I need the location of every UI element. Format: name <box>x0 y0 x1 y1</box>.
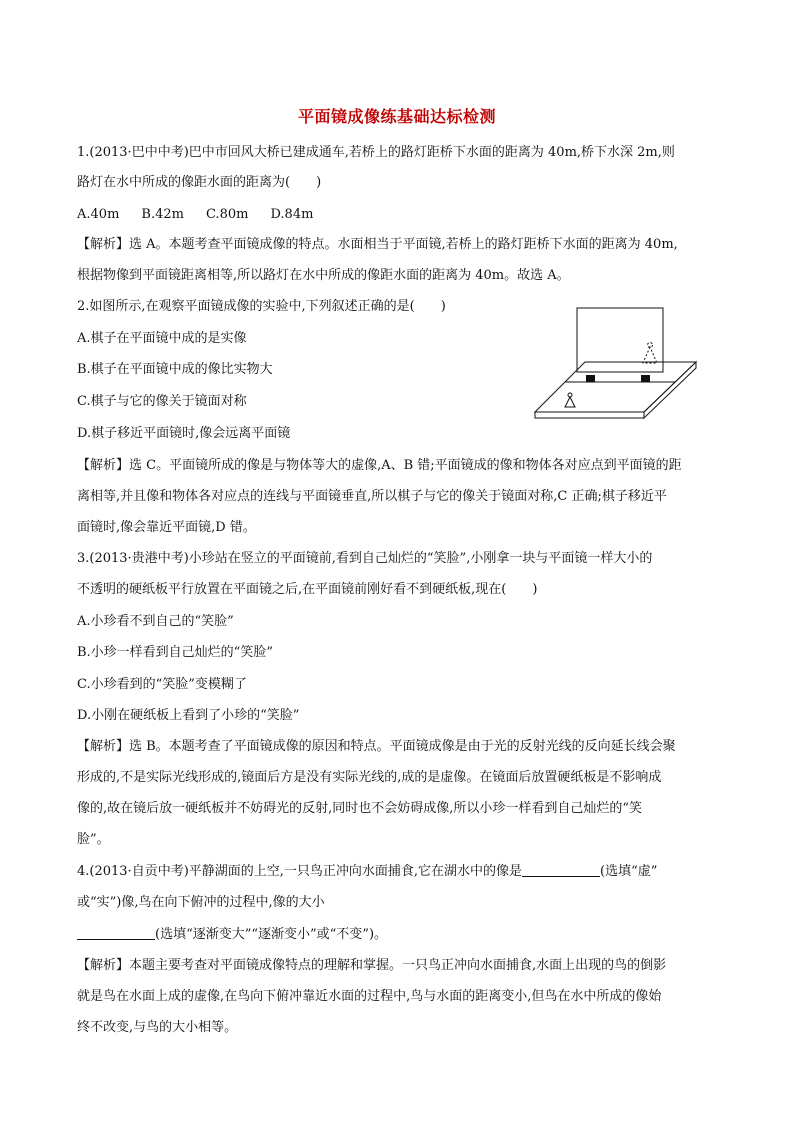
q4-analysis-line-3: 终不改变,与鸟的大小相等。 <box>77 1020 238 1035</box>
q4-stem-part-3: (选填“逐渐变大”“逐渐变小”或“不变”)。 <box>155 927 388 942</box>
q3-analysis-line-1: 【解析】选 B。本题考查了平面镜成像的原因和特点。平面镜成像是由于光的反射光线的反向延长线会聚 <box>77 739 676 754</box>
q4-stem-line-3 <box>77 925 717 945</box>
q3-analysis-line-2: 形成的,不是实际光线形成的,镜面后方是没有实际光线的,成的是虚像。在镜面后放置硬纸板是不影响成 <box>77 770 662 785</box>
mirror-stand-right <box>641 375 650 382</box>
q3-stem-line-1: 3.(2013·贵港中考)小珍站在竖立的平面镜前,看到自己灿烂的“笑脸”,小刚拿一块与平面镜一样大小的 <box>77 551 653 566</box>
q4-stem-line-1 <box>77 862 717 882</box>
chess-piece-image <box>643 347 657 363</box>
q3-analysis-line-3: 像的,故在镜后放一硬纸板并不妨碍光的反射,同时也不会妨碍成像,所以小珍一样看到自己灿烂的“笑 <box>77 801 643 816</box>
q2-option-c: C.棋子与它的像关于镜面对称 <box>77 394 247 409</box>
q2-option-d: D.棋子移近平面镜时,像会远离平面镜 <box>77 426 291 441</box>
page-title: 平面镜成像练基础达标检测 <box>297 107 496 126</box>
q1-analysis-line-1: 【解析】选 A。本题考查平面镜成像的特点。水面相当于平面镜,若桥上的路灯距桥下水面的距离为 40m, <box>77 237 678 252</box>
answer-blank-2[interactable] <box>77 925 155 940</box>
q1-option-a: A.40m <box>77 207 120 222</box>
base-board <box>535 362 696 412</box>
q4-analysis-line-2: 就是鸟在水面上成的虚像,在鸟向下俯冲靠近水面的过程中,鸟与水面的距离变小,但鸟在水中所成的像始 <box>77 989 662 1004</box>
q2-analysis-line-1: 【解析】选 C。平面镜所成的像是与物体等大的虚像,A、B 错;平面镜成的像和物体各对应点到平面镜的距 <box>77 458 682 473</box>
q3-option-c: C.小珍看到的“笑脸”变模糊了 <box>77 677 247 692</box>
q1-option-d: D.84m <box>270 207 314 222</box>
q1-options <box>77 205 717 225</box>
q2-option-a: A.棋子在平面镜中成的是实像 <box>77 331 247 346</box>
q3-option-a: A.小珍看不到自己的“笑脸” <box>77 614 234 629</box>
q4-stem-part-2: (选填“虚” <box>600 864 658 879</box>
q3-analysis-line-4: 脸”。 <box>77 832 110 847</box>
q4-analysis-line-1: 【解析】本题主要考查对平面镜成像特点的理解和掌握。一只鸟正冲向水面捕食,水面上出现的鸟的倒影 <box>77 958 667 973</box>
q2-stem: 2.如图所示,在观察平面镜成像的实验中,下列叙述正确的是( ) <box>77 299 446 314</box>
q3-option-d: D.小刚在硬纸板上看到了小珍的“笑脸” <box>77 708 300 723</box>
chess-piece <box>565 397 575 407</box>
q1-option-b: B.42m <box>141 207 184 222</box>
q4-stem-line-2: 或“实”)像,鸟在向下俯冲的过程中,像的大小 <box>77 895 325 910</box>
q3-option-b: B.小珍一样看到自己灿烂的“笑脸” <box>77 645 273 660</box>
q1-stem-line-2: 路灯在水中所成的像距水面的距离为( ) <box>77 175 322 190</box>
q3-stem-line-2: 不透明的硬纸板平行放置在平面镜之后,在平面镜前刚好看不到硬纸板,现在( ) <box>77 582 538 597</box>
mirror-stand-left <box>586 375 595 382</box>
q1-stem-line-1: 1.(2013·巴中中考)巴中市回风大桥已建成通车,若桥上的路灯距桥下水面的距离为 40m,桥下水深 2m,则 <box>77 145 675 160</box>
q1-analysis-line-2: 根据物像到平面镜距离相等,所以路灯在水中所成的像距水面的距离为 40m。故选 A。 <box>77 268 570 283</box>
q4-stem-part-1: 4.(2013·自贡中考)平静湖面的上空,一只鸟正冲向水面捕食,它在湖水中的像是 <box>77 864 523 879</box>
q2-analysis-line-3: 面镜时,像会靠近平面镜,D 错。 <box>77 520 256 535</box>
mirror-experiment-figure <box>530 305 700 425</box>
answer-blank-1[interactable] <box>522 862 600 877</box>
q1-option-c: C.80m <box>205 207 249 222</box>
q2-analysis-line-2: 离相等,并且像和物体各对应点的连线与平面镜垂直,所以棋子与它的像关于镜面对称,C 正确;棋子移近平 <box>77 489 667 504</box>
q2-option-b: B.棋子在平面镜中成的像比实物大 <box>77 362 273 377</box>
